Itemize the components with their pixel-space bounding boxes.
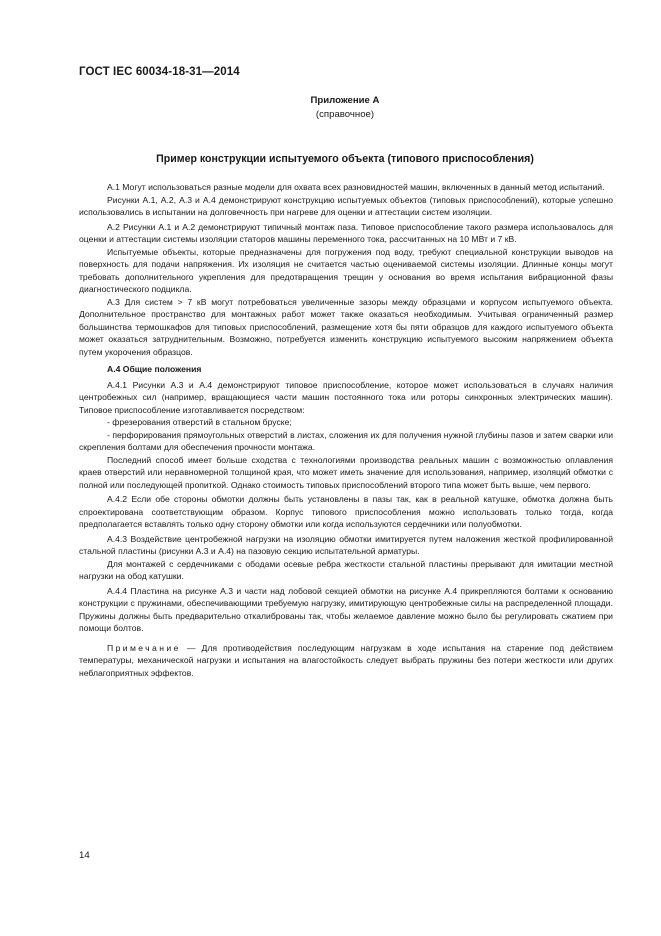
paragraph-a1: А.1 Могут использоваться разные модели для охвата всех разновидностей машин, включенных в данный метод испытаний. bbox=[107, 182, 605, 192]
paragraph-rims: Для монтажей с сердечниками с ободами осевые ребра жесткости стальной пластины прерывают для имитации местной нагрузки на обод катушки. bbox=[79, 558, 613, 581]
page-number: 14 bbox=[79, 850, 90, 861]
list-item-perforating: - перфорирования прямоугольных отверстий в листах, сложения их для получения нужной глубины пазов и затем сварки или скрепления болтами для обеспечения прочности монтажа. bbox=[79, 429, 613, 452]
appendix-subtitle: (справочное) bbox=[315, 109, 375, 120]
paragraph-a43: А.4.3 Воздействие центробежной нагрузки на изоляцию обмотки имитируется путем наложения жесткой профилированной стальной пластины (рисунки А.3 и А.4) на пазовую секцию испытательной арматуры. bbox=[79, 533, 613, 556]
note bbox=[79, 642, 613, 680]
main-title: Пример конструкции испытуемого объекта (типового приспособления) bbox=[156, 153, 534, 165]
paragraph-a3: А.3 Для систем > 7 кВ могут потребоваться увеличенные зазоры между образцами и корпусом испытуемого объекта. Дополнительное пространство для монтажных работ может также оказаться необходимым. Учитывая ограниченный размер большинства термошкафов для типовых приспособлений, размещение хотя бы пяти образцов для каждого испытуемого объекта может оказаться затруднительным. Возможно, потребуется изменить конструкцию испытуемого высоким напряжением объекта путем укорочения образцов. bbox=[79, 296, 613, 357]
body-text bbox=[79, 181, 613, 679]
note-label: Примечание bbox=[107, 642, 181, 653]
paragraph-immersion: Испытуемые объекты, которые предназначены для погружения под воду, требуют специальной конструкции выводов на поверхность для подачи напряжения. Их изоляция не считается частью оцениваемой системы изоляции. Длинные концы могут требовать дополнительного укрепления для предотвращения трещин у основания во время испытания вибрационной фазы диагностического подцикла. bbox=[79, 246, 613, 294]
paragraph-figures: Рисунки А.1, А.2, А.3 и А.4 демонстрируют конструкцию испытуемых объектов (типовых приспособлений), которые успешно использовались в испытании на долговечность при нагреве для оценки и аттестации систем изоляции. bbox=[79, 194, 613, 217]
note-text: — Для противодействия последующим нагрузкам в ходе испытания на старение под действием температуры, механической нагрузки и испытания на влагостойкость следует выбрать пружины без потери жесткости или других неблагоприятных эффектов. bbox=[79, 642, 613, 678]
list-item-milling: - фрезерования отверстий в стальном бруске; bbox=[107, 417, 292, 427]
paragraph-a42: А.4.2 Если обе стороны обмотки должны быть установлены в пазы так, как в реальной катушке, обмотка должна быть спроектирована соответствующим образом. Корпус типового приспособления можно использовать только тогда, когда предполагается вставлять только одну сторону обмотки или когда используются сердечники или полуобмотки. bbox=[79, 494, 613, 529]
standard-header: ГОСТ IEC 60034-18-31—2014 bbox=[79, 66, 240, 78]
section-heading-a4: А.4 Общие положения bbox=[107, 364, 202, 374]
paragraph-a41: А.4.1 Рисунки А.3 и А.4 демонстрируют типовое приспособление, которое может использоваться в случаях наличия центробежных сил (например, вращающиеся части машин постоянного тока или роторы синхронных электрических машин). Типовое приспособление изготавливается посредством: bbox=[79, 379, 613, 415]
paragraph-a2: А.2 Рисунки А.1 и А.2 демонстрируют типичный монтаж паза. Типовое приспособление такого размера использовалось для оценки и аттестации системы изоляции статоров машины переменного тока, рассчитанных на 10 МВт и 7 кВ. bbox=[79, 221, 613, 244]
appendix-title: Приложение А bbox=[310, 95, 380, 106]
paragraph-last-method: Последний способ имеет больше сходства с технологиями производства реальных машин с возможностью оплавления краев отверстий или неравномерной толщиной края, что может иметь значение для использования, например, изоляций обмотки с полной или последующей пропиткой. Однако стоимость типовых приспособлений второго типа может быть выше, чем первого. bbox=[79, 454, 613, 490]
appendix-heading bbox=[250, 94, 440, 122]
paragraph-a44: А.4.4 Пластина на рисунке А.3 и части над лобовой секцией обмотки на рисунке А.4 прикрепляются болтами к основанию конструкции с пружинами, обеспечивающими требуемую нагрузку, имитирующую центробежные силы на распределенной площади. Пружины должны быть предварительно откалиброваны так, чтобы желаемое давление можно было бы регулировать сжатием при помощи болтов. bbox=[79, 585, 613, 633]
